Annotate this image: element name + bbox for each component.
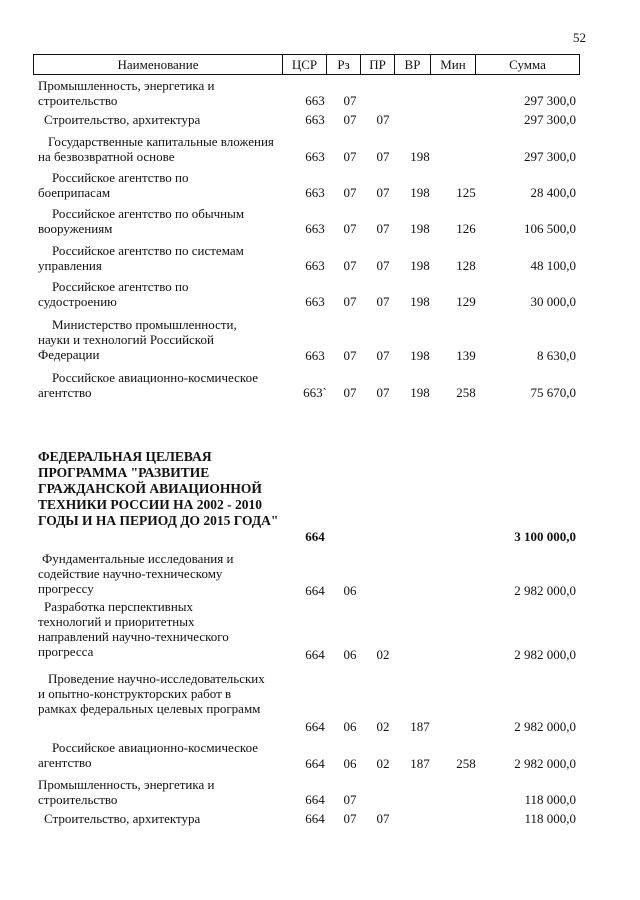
row-sum: 118 000,0 [524, 792, 576, 807]
row-csr: 663 [305, 93, 325, 108]
header-vr: ВР [394, 55, 430, 74]
row-label: Проведение научно-исследовательских и опытно-конструкторских работ в рамках федеральных целевых программ [38, 671, 265, 716]
row-sum: 3 100 000,0 [514, 529, 576, 544]
row-label: Российское агентство по системам управления [38, 243, 244, 273]
row-label: Российское агентство по обычным вооружениям [38, 206, 245, 236]
row-vr: 198 [410, 149, 430, 164]
row-csr: 664 [305, 583, 325, 598]
row-sum: 106 500,0 [524, 221, 576, 236]
row-rz: 07 [343, 258, 357, 273]
row-pr: 07 [376, 385, 390, 400]
row-min: 129 [456, 294, 476, 309]
header-name: Наименование [33, 55, 282, 74]
row-label: Промышленность, энергетика и строительство [38, 78, 215, 108]
row-pr: 07 [376, 258, 390, 273]
row-sum: 297 300,0 [524, 112, 576, 127]
row-rz: 06 [343, 719, 357, 734]
row-rz: 07 [343, 792, 357, 807]
row-pr: 07 [376, 185, 390, 200]
page-number: 52 [573, 30, 586, 45]
row-csr: 663 [305, 112, 325, 127]
row-sum: 297 300,0 [524, 149, 576, 164]
header-sum: Сумма [475, 55, 580, 74]
row-vr: 198 [410, 185, 430, 200]
row-rz: 06 [343, 583, 357, 598]
row-pr: 02 [376, 647, 390, 662]
row-min: 258 [456, 385, 476, 400]
row-vr: 187 [410, 719, 430, 734]
row-label: Российское авиационно-космическое агентство [38, 740, 259, 770]
row-vr: 198 [410, 348, 430, 363]
row-csr: 664 [305, 529, 325, 544]
row-csr: 663 [305, 185, 325, 200]
row-csr: 663 [305, 294, 325, 309]
row-sum: 2 982 000,0 [514, 647, 576, 662]
row-csr: 663` [303, 385, 327, 400]
row-vr: 198 [410, 385, 430, 400]
row-sum: 2 982 000,0 [514, 756, 576, 771]
row-sum: 2 982 000,0 [514, 583, 576, 598]
row-label: Фундаментальные исследования и содействие научно-техническому прогрессу [38, 551, 234, 596]
program-title: ФЕДЕРАЛЬНАЯ ЦЕЛЕВАЯ ПРОГРАММА "РАЗВИТИЕ ГРАЖДАНСКОЙ АВИАЦИОННОЙ ТЕХНИКИ РОССИИ НА 2002 - 2010 ГОДЫ И НА ПЕРИОД ДО 2015 ГОДА" [38, 449, 279, 528]
row-label: Российское агентство по боеприпасам [38, 170, 189, 200]
header-pr: ПР [360, 55, 394, 74]
row-rz: 07 [343, 385, 357, 400]
row-label: Государственные капитальные вложения на безвозвратной основе [38, 134, 274, 164]
row-min: 128 [456, 258, 476, 273]
row-min: 258 [456, 756, 476, 771]
row-sum: 297 300,0 [524, 93, 576, 108]
row-sum: 48 100,0 [530, 258, 576, 273]
row-min: 125 [456, 185, 476, 200]
header-csr: ЦСР [282, 55, 326, 74]
row-pr: 07 [376, 811, 390, 826]
row-csr: 664 [305, 756, 325, 771]
row-csr: 664 [305, 647, 325, 662]
row-rz: 06 [343, 647, 357, 662]
row-vr: 198 [410, 294, 430, 309]
row-csr: 664 [305, 792, 325, 807]
row-sum: 2 982 000,0 [514, 719, 576, 734]
row-rz: 06 [343, 756, 357, 771]
row-label: Министерство промышленности, науки и технологий Российской Федерации [38, 317, 237, 362]
row-rz: 07 [343, 112, 357, 127]
row-vr: 198 [410, 221, 430, 236]
row-pr: 07 [376, 294, 390, 309]
row-label: Промышленность, энергетика и строительство [38, 777, 215, 807]
row-sum: 28 400,0 [530, 185, 576, 200]
row-label: Российское авиационно-космическое агентство [38, 370, 259, 400]
row-min: 126 [456, 221, 476, 236]
row-rz: 07 [343, 149, 357, 164]
row-rz: 07 [343, 185, 357, 200]
row-label: Разработка перспективных технологий и приоритетных направлений научно-технического прогресса [38, 599, 229, 659]
row-vr: 198 [410, 258, 430, 273]
row-pr: 02 [376, 756, 390, 771]
row-pr: 07 [376, 221, 390, 236]
header-min: Мин [430, 55, 475, 74]
row-label: Строительство, архитектура [44, 811, 201, 826]
row-pr: 07 [376, 348, 390, 363]
row-csr: 664 [305, 811, 325, 826]
row-pr: 02 [376, 719, 390, 734]
row-rz: 07 [343, 811, 357, 826]
row-label: Строительство, архитектура [44, 112, 201, 127]
row-sum: 118 000,0 [524, 811, 576, 826]
row-rz: 07 [343, 348, 357, 363]
row-rz: 07 [343, 93, 357, 108]
row-csr: 663 [305, 348, 325, 363]
row-rz: 07 [343, 221, 357, 236]
row-rz: 07 [343, 294, 357, 309]
row-csr: 663 [305, 221, 325, 236]
header-rz: Рз [326, 55, 360, 74]
row-vr: 187 [410, 756, 430, 771]
row-sum: 75 670,0 [530, 385, 576, 400]
row-min: 139 [456, 348, 476, 363]
row-pr: 07 [376, 112, 390, 127]
row-csr: 663 [305, 149, 325, 164]
row-sum: 30 000,0 [530, 294, 576, 309]
row-sum: 8 630,0 [537, 348, 576, 363]
row-csr: 664 [305, 719, 325, 734]
row-csr: 663 [305, 258, 325, 273]
row-label: Российское агентство по судостроению [38, 279, 189, 309]
row-pr: 07 [376, 149, 390, 164]
